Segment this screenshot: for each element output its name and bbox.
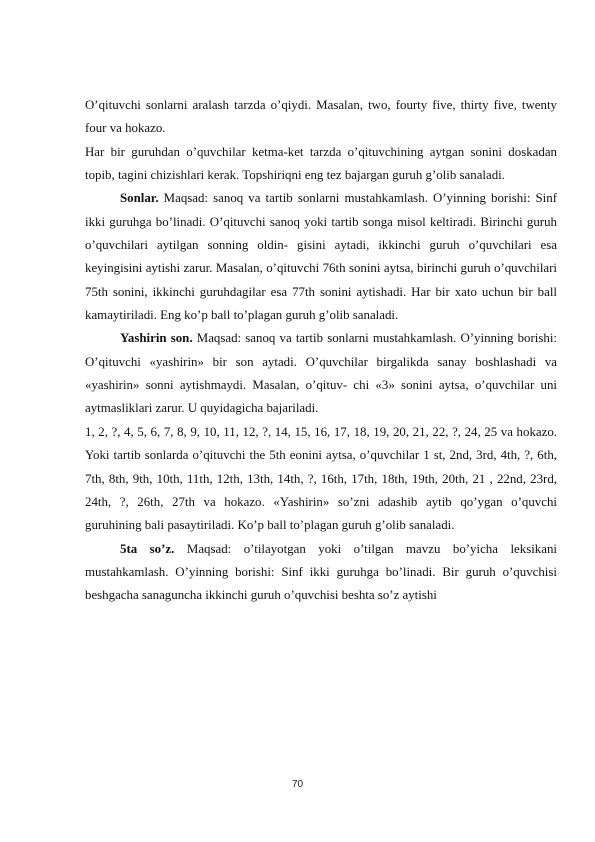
paragraph-text: Maqsad: sanoq va tartib sonlarni mustahkamlash. O’yinning borishi: O’qituvchi «yashirin» bir son aytadi. O’quvchilar birgalikda sanay boshlashadi va «yashirin» sonni aytishmaydi. Masalan, o’qituv- chi «3» sonini aytsa, o’quvchilar uni aytmasliklari zarur. U quyidagicha bajariladi. — [85, 331, 557, 416]
paragraph-heading: Sonlar. — [120, 191, 159, 206]
paragraph-text: 1, 2, ?, 4, 5, 6, 7, 8, 9, 10, 11, 12, ?, 14, 15, 16, 17, 18, 19, 20, 21, 22, ?, 24, 25 va hokazo. Yoki tartib sonlarda o’qituvchi the 5th eonini aytsa, o’quvchilar 1 st, 2nd, 3rd, 4th, ?, 6th, 7th, 8th, 9th, 10th, 11th, 12th, 13th, 14th, ?, 16th, 17th, 18th, 19th, 20th, 21 , 22nd, 23rd, 24th, ?, 26th, 27th va hokazo. «Yashirin» so’zni adashib aytib qo’ygan o’quvchi guruhining bali pasaytiriladi. Ko’p ball to’plagan guruh g’olib sanaladi. — [85, 424, 557, 533]
paragraph-text: Maqsad: sanoq va tartib sonlarni mustahkamlash. O’yinning borishi: Sinf ikki guruhga bo’linadi. O’qituvchi sanoq yoki tartib songa misol keltiradi. Birinchi guruh o’quvchilari aytilgan sonning oldin- gisini aytadi, ikkinchi guruh o’quvchilari esa keyingisini aytishi zarur. Masalan, o’qituvchi 76th sonini aytsa, birinchi guruh o’quvchilari 75th sonini, ikkinchi guruhdagilar esa 77th sonini aytishadi. Har bir xato uchun bir ball kamaytiriladi. Eng ko’p ball to’plagan guruh g’olib sanaladi. — [85, 191, 557, 323]
paragraph-intro — [85, 94, 557, 141]
paragraph-5ta-soz — [85, 538, 557, 608]
paragraph-heading: 5ta so’z. — [120, 541, 175, 556]
paragraph-instructions — [85, 141, 557, 188]
body-text — [85, 94, 557, 608]
paragraph-sequence — [85, 421, 557, 538]
paragraph-text: Har bir guruhdan o’quvchilar ketma-ket tarzda o’qituvchining aytgan sonini doskadan topib, tagini chizishlari kerak. Topshiriqni eng tez bajargan guruh g’olib sanaladi. — [85, 144, 557, 183]
page-number: 70 — [291, 779, 304, 790]
paragraph-heading: Yashirin son. — [120, 331, 193, 346]
paragraph-text: Maqsad: o’tilayotgan yoki o’tilgan mavzu bo’yicha leksikani mustahkamlash. O’yinning borishi: Sinf ikki guruhga bo’linadi. Bir guruh o’quvchisi beshgacha sanaguncha ikkinchi guruh o’quvchisi beshta so’z aytishi — [85, 541, 557, 603]
paragraph-sonlar — [85, 187, 557, 327]
paragraph-yashirin-son — [85, 327, 557, 420]
paragraph-text: O’qituvchi sonlarni aralash tarzda o’qiydi. Masalan, two, fourty five, thirty five, twenty four va hokazo. — [85, 98, 557, 136]
